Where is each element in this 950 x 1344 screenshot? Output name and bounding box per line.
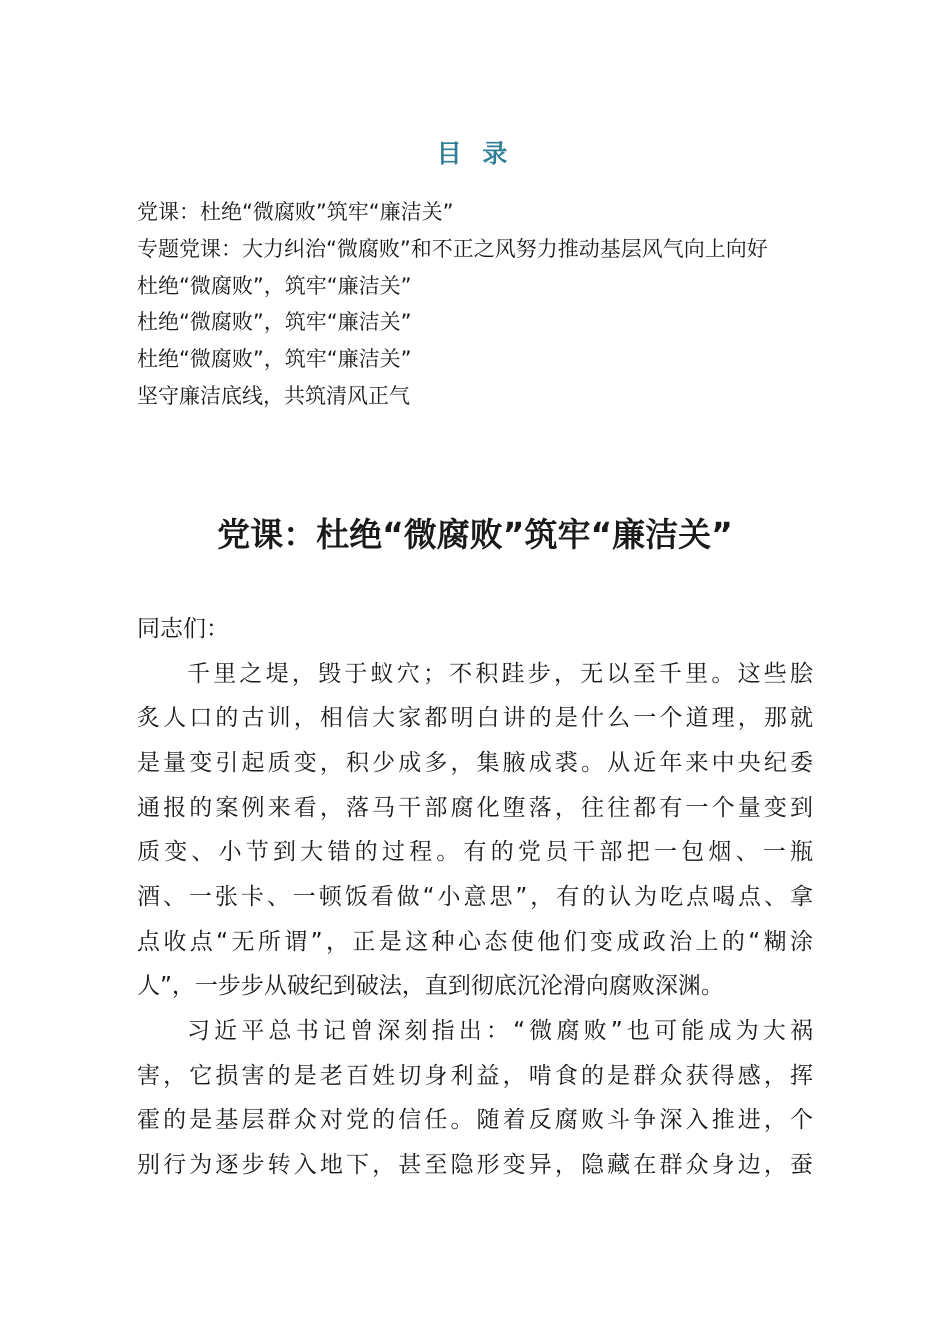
paragraph-1-line: 炙人口的古训，相信大家都明白讲的是什么一个道理，那就	[137, 705, 813, 731]
paragraph-1-line: 点收点“无所谓”，正是这种心态使他们变成政治上的“糊涂	[137, 929, 813, 955]
toc-item[interactable]: 杜绝“微腐败”，筑牢“廉洁关”	[137, 273, 412, 298]
paragraph-1-line: 人”，一步步从破纪到破法，直到彻底沉沦滑向腐败深渊。	[137, 973, 724, 999]
toc-item[interactable]: 杜绝“微腐败”，筑牢“廉洁关”	[137, 347, 412, 372]
paragraph-2-line: 别行为逐步转入地下，甚至隐形变异，隐藏在群众身边，蚕	[137, 1152, 813, 1178]
paragraph-2-line: 霍的是基层群众对党的信任。随着反腐败斗争深入推进，个	[137, 1107, 813, 1133]
salutation: 同志们：	[137, 616, 229, 642]
paragraph-1-line: 通报的案例来看，落马干部腐化堕落，往往都有一个量变到	[137, 795, 813, 821]
toc-item[interactable]: 专题党课：大力纠治“微腐败”和不正之风努力推动基层风气向上向好	[137, 236, 768, 261]
paragraph-1-line: 酒、一张卡、一顿饭看做“小意思”，有的认为吃点喝点、拿	[137, 884, 813, 910]
toc-item[interactable]: 党课：杜绝“微腐败”筑牢“廉洁关”	[137, 200, 454, 224]
paragraph-1-line: 千里之堤，毁于蚁穴；不积跬步，无以至千里。这些脍	[187, 661, 813, 687]
toc-heading: 目 录	[436, 139, 514, 168]
paragraph-2-line: 害，它损害的是老百姓切身利益，啃食的是群众获得感，挥	[137, 1063, 813, 1089]
toc-list	[137, 194, 768, 415]
toc-item[interactable]: 杜绝“微腐败”，筑牢“廉洁关”	[137, 310, 412, 335]
article-title: 党课：杜绝“微腐败”筑牢“廉洁关”	[217, 515, 733, 554]
toc-item[interactable]: 坚守廉洁底线，共筑清风正气	[137, 383, 410, 408]
paragraph-1-line: 是量变引起质变，积少成多，集腋成裘。从近年来中央纪委	[137, 750, 813, 776]
paragraph-2-line: 习近平总书记曾深刻指出：“微腐败”也可能成为大祸	[187, 1018, 813, 1044]
paragraph-1-line: 质变、小节到大错的过程。有的党员干部把一包烟、一瓶	[137, 839, 813, 865]
